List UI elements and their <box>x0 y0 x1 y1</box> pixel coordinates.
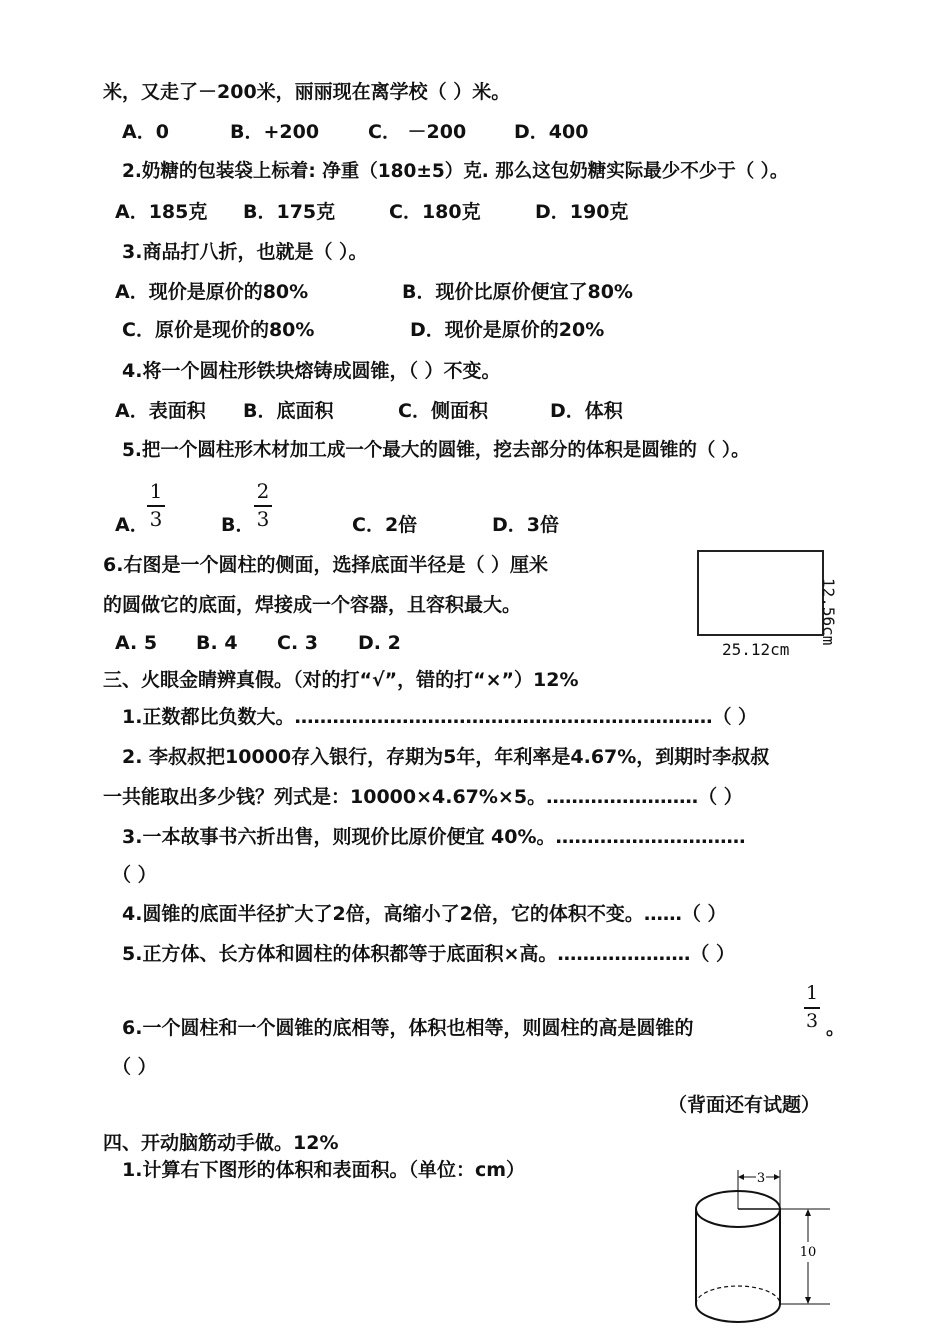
q6-text-line2: 的圆做它的底面，焊接成一个容器，且容积最大。 <box>103 594 522 616</box>
cylinder-radius-label: 3 <box>756 1171 766 1186</box>
q3-option-d: D．现价是原价的20% <box>410 319 605 341</box>
q6-option-c: C. 3 <box>277 632 318 654</box>
s3-item6-denominator: 3 <box>805 1010 819 1032</box>
cylinder-diagram <box>690 1164 840 1324</box>
s3-item3-line2: （ ） <box>112 864 157 886</box>
height-arrow-top <box>805 1209 811 1216</box>
q1-tail-text: 米，又走了－200米，丽丽现在离学校（ ）米。 <box>103 81 511 103</box>
section4-title: 四、开动脑筋动手做。12% <box>103 1132 339 1154</box>
cylinder-lateral-rectangle <box>697 550 824 636</box>
q4-text: 4.将一个圆柱形铁块熔铸成圆锥，（ ）不变。 <box>122 360 501 382</box>
q4-option-c: C．侧面积 <box>398 400 488 422</box>
q5-option-a-denominator: 3 <box>149 507 163 531</box>
q4-option-b: B．底面积 <box>243 400 334 422</box>
cylinder-bottom-front <box>696 1304 780 1322</box>
cylinder-bottom-back <box>696 1286 780 1304</box>
q6-option-d: D. 2 <box>358 632 401 654</box>
q3-option-b: B．现价比原价便宜了80% <box>402 281 633 303</box>
q5-option-a-numerator: 1 <box>149 479 163 503</box>
s3-item6-text: 6.一个圆柱和一个圆锥的底相等，体积也相等，则圆柱的高是圆锥的 <box>122 1017 694 1039</box>
q4-option-d: D．体积 <box>550 400 623 422</box>
q2-option-d: D．190克 <box>535 201 629 223</box>
q3-option-c: C．原价是现价的80% <box>122 319 315 341</box>
q6-option-b: B. 4 <box>196 632 238 654</box>
q2-option-b: B．175克 <box>243 201 336 223</box>
s3-item6-line2: （ ） <box>112 1056 157 1078</box>
q5-option-b-denominator: 3 <box>256 507 270 531</box>
q5-option-b-numerator: 2 <box>256 479 270 503</box>
q2-text: 2.奶糖的包装袋上标着: 净重（180±5）克. 那么这包奶糖实际最少不少于（ ）。 <box>122 161 789 182</box>
q4-option-a: A．表面积 <box>115 400 206 422</box>
s3-item3-line1: 3.一本故事书六折出售，则现价比原价便宜 40%。………………………… <box>122 826 746 848</box>
cylinder-height-label: 10 <box>799 1245 817 1260</box>
s3-item5: 5.正方体、长方体和圆柱的体积都等于底面积×高。…………………（ ） <box>122 943 735 965</box>
q5-option-d: D．3倍 <box>492 514 559 536</box>
q5-option-c: C．2倍 <box>352 514 418 536</box>
section3-title: 三、火眼金睛辨真假。（对的打“√”，错的打“×”）12% <box>103 669 579 691</box>
s3-item4: 4.圆锥的底面半径扩大了2倍，高缩小了2倍，它的体积不变。……（ ） <box>122 903 727 925</box>
q1-option-a: A．0 <box>122 121 169 143</box>
q1-option-d: D．400 <box>514 121 589 143</box>
q2-option-a: A．185克 <box>115 201 208 223</box>
height-arrow-bottom <box>805 1297 811 1304</box>
s4-question1: 1.计算右下图形的体积和表面积。（单位：cm） <box>122 1159 525 1181</box>
q5-option-b-label: B． <box>221 514 255 536</box>
q5-option-a-label: A． <box>115 514 149 536</box>
s3-item2-line1: 2. 李叔叔把10000存入银行，存期为5年，年利率是4.67%，到期时李叔叔 <box>122 746 770 768</box>
s3-item2-line2: 一共能取出多少钱？列式是：10000×4.67%×5。……………………（ ） <box>103 786 743 808</box>
q1-option-c: C． －200 <box>368 121 467 143</box>
q1-option-b: B．+200 <box>230 121 320 143</box>
s3-item6-end: 。 <box>826 1017 846 1039</box>
rect-width-label: 25.12cm <box>722 640 790 659</box>
q5-text: 5.把一个圆柱形木材加工成一个最大的圆锥，挖去部分的体积是圆锥的（ ）。 <box>122 440 750 461</box>
s3-item6-numerator: 1 <box>805 982 819 1004</box>
radius-arrow-left <box>738 1174 744 1180</box>
s3-item6-fraction-bar <box>804 1007 820 1009</box>
q2-option-c: C．180克 <box>389 201 481 223</box>
q6-option-a: A. 5 <box>115 632 158 654</box>
s3-item1: 1.正数都比负数大。…………………………………………………………（ ） <box>122 706 758 728</box>
q3-option-a: A．现价是原价的80% <box>115 281 309 303</box>
q3-text: 3.商品打八折，也就是（ ）。 <box>122 241 368 263</box>
rect-height-label: 12.56cm <box>819 578 838 646</box>
q6-text-line1: 6.右图是一个圆柱的侧面，选择底面半径是（ ）厘米 <box>103 554 549 576</box>
radius-arrow-right <box>774 1174 780 1180</box>
back-page-note: （背面还有试题） <box>668 1094 821 1116</box>
